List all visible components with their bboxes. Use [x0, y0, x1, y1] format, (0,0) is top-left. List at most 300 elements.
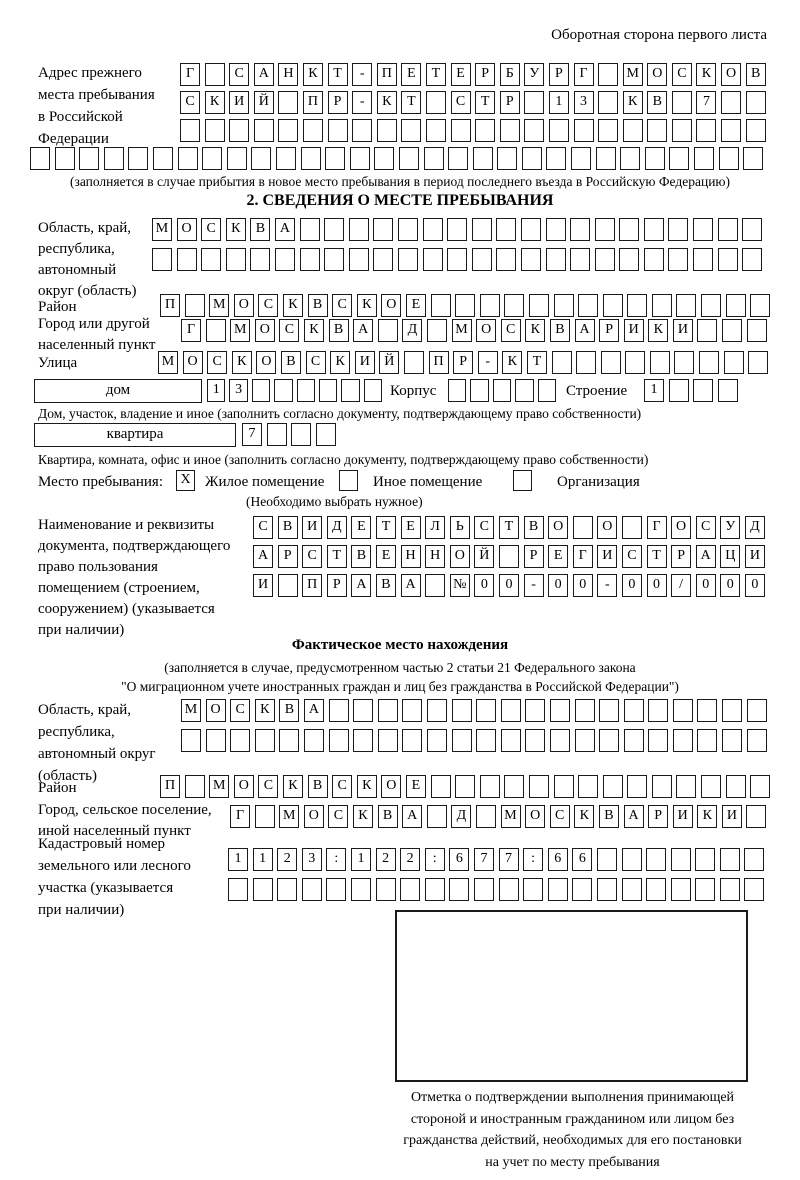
- char-cell[interactable]: О: [256, 351, 276, 374]
- char-cell[interactable]: -: [352, 91, 372, 114]
- char-cell[interactable]: [742, 248, 762, 271]
- char-cell[interactable]: Г: [180, 63, 200, 86]
- char-cell[interactable]: П: [377, 63, 397, 86]
- char-cell[interactable]: К: [232, 351, 252, 374]
- char-cell[interactable]: 0: [474, 574, 494, 597]
- char-cell[interactable]: [746, 805, 766, 828]
- char-cell[interactable]: И: [624, 319, 644, 342]
- char-cell[interactable]: [228, 878, 248, 901]
- char-cell[interactable]: 1: [549, 91, 569, 114]
- char-cell[interactable]: А: [696, 545, 716, 568]
- char-cell[interactable]: [595, 218, 615, 241]
- stroenie-cells[interactable]: [644, 379, 738, 402]
- char-cell[interactable]: 0: [573, 574, 593, 597]
- char-cell[interactable]: С: [201, 218, 221, 241]
- char-cell[interactable]: О: [721, 63, 741, 86]
- char-cell[interactable]: [525, 729, 545, 752]
- char-cell[interactable]: П: [429, 351, 449, 374]
- char-cell[interactable]: [276, 147, 296, 170]
- char-cell[interactable]: О: [476, 319, 496, 342]
- char-cell[interactable]: В: [376, 574, 396, 597]
- char-cell[interactable]: Р: [549, 63, 569, 86]
- char-cell[interactable]: О: [381, 775, 401, 798]
- char-cell[interactable]: Н: [425, 545, 445, 568]
- char-cell[interactable]: [329, 729, 349, 752]
- char-cell[interactable]: А: [253, 545, 273, 568]
- char-cell[interactable]: У: [720, 516, 740, 539]
- char-cell[interactable]: Т: [647, 545, 667, 568]
- char-cell[interactable]: С: [258, 775, 278, 798]
- char-cell[interactable]: [128, 147, 148, 170]
- char-cell[interactable]: 0: [622, 574, 642, 597]
- char-cell[interactable]: [201, 248, 221, 271]
- char-cell[interactable]: О: [177, 218, 197, 241]
- char-cell[interactable]: [697, 319, 717, 342]
- char-cell[interactable]: [578, 294, 598, 317]
- char-cell[interactable]: [472, 248, 492, 271]
- char-cell[interactable]: 0: [647, 574, 667, 597]
- street-row[interactable]: [158, 351, 768, 374]
- char-cell[interactable]: С: [332, 775, 352, 798]
- char-cell[interactable]: [722, 319, 742, 342]
- char-cell[interactable]: [648, 729, 668, 752]
- char-cell[interactable]: [400, 878, 420, 901]
- char-cell[interactable]: [525, 699, 545, 722]
- char-cell[interactable]: [748, 351, 768, 374]
- char-cell[interactable]: К: [357, 775, 377, 798]
- char-cell[interactable]: [672, 119, 692, 142]
- char-cell[interactable]: Л: [425, 516, 445, 539]
- char-cell[interactable]: О: [255, 319, 275, 342]
- char-cell[interactable]: 1: [351, 848, 371, 871]
- char-cell[interactable]: [374, 147, 394, 170]
- char-cell[interactable]: Т: [376, 516, 396, 539]
- stay-option-residential-checkbox[interactable]: X: [176, 470, 195, 491]
- char-cell[interactable]: [570, 218, 590, 241]
- char-cell[interactable]: [578, 775, 598, 798]
- char-cell[interactable]: [301, 147, 321, 170]
- char-cell[interactable]: [476, 699, 496, 722]
- char-cell[interactable]: [672, 91, 692, 114]
- char-cell[interactable]: [451, 119, 471, 142]
- char-cell[interactable]: [726, 775, 746, 798]
- char-cell[interactable]: [619, 248, 639, 271]
- char-cell[interactable]: [750, 775, 770, 798]
- char-cell[interactable]: [599, 699, 619, 722]
- char-cell[interactable]: [153, 147, 173, 170]
- char-cell[interactable]: [721, 91, 741, 114]
- apartment-box[interactable]: квартира: [34, 423, 236, 447]
- char-cell[interactable]: [552, 351, 572, 374]
- char-cell[interactable]: [669, 147, 689, 170]
- char-cell[interactable]: Р: [500, 91, 520, 114]
- char-cell[interactable]: Е: [406, 294, 426, 317]
- char-cell[interactable]: К: [303, 63, 323, 86]
- char-cell[interactable]: Т: [527, 351, 547, 374]
- actual-district-row[interactable]: [160, 775, 770, 798]
- char-cell[interactable]: М: [279, 805, 299, 828]
- char-cell[interactable]: [325, 147, 345, 170]
- char-cell[interactable]: М: [623, 63, 643, 86]
- char-cell[interactable]: А: [402, 805, 422, 828]
- char-cell[interactable]: [373, 248, 393, 271]
- char-cell[interactable]: [452, 729, 472, 752]
- char-cell[interactable]: [303, 119, 323, 142]
- char-cell[interactable]: [278, 119, 298, 142]
- char-cell[interactable]: И: [229, 91, 249, 114]
- char-cell[interactable]: 1: [228, 848, 248, 871]
- char-cell[interactable]: [267, 423, 287, 446]
- char-cell[interactable]: [497, 147, 517, 170]
- char-cell[interactable]: 6: [572, 848, 592, 871]
- char-cell[interactable]: О: [548, 516, 568, 539]
- char-cell[interactable]: [652, 294, 672, 317]
- char-cell[interactable]: Н: [401, 545, 421, 568]
- char-cell[interactable]: [493, 379, 511, 402]
- char-cell[interactable]: С: [306, 351, 326, 374]
- region-row-1[interactable]: [152, 218, 762, 241]
- char-cell[interactable]: К: [623, 91, 643, 114]
- char-cell[interactable]: В: [278, 516, 298, 539]
- char-cell[interactable]: [646, 848, 666, 871]
- char-cell[interactable]: Г: [181, 319, 201, 342]
- char-cell[interactable]: С: [180, 91, 200, 114]
- char-cell[interactable]: К: [502, 351, 522, 374]
- char-cell[interactable]: Т: [328, 63, 348, 86]
- char-cell[interactable]: [378, 699, 398, 722]
- char-cell[interactable]: В: [378, 805, 398, 828]
- char-cell[interactable]: Д: [402, 319, 422, 342]
- char-cell[interactable]: 3: [229, 379, 247, 402]
- char-cell[interactable]: [302, 878, 322, 901]
- char-cell[interactable]: [472, 218, 492, 241]
- char-cell[interactable]: [350, 147, 370, 170]
- char-cell[interactable]: [447, 218, 467, 241]
- cadastral-row-2[interactable]: [228, 878, 764, 901]
- char-cell[interactable]: [252, 379, 270, 402]
- char-cell[interactable]: 2: [376, 848, 396, 871]
- char-cell[interactable]: [480, 294, 500, 317]
- char-cell[interactable]: [595, 248, 615, 271]
- char-cell[interactable]: Т: [426, 63, 446, 86]
- char-cell[interactable]: С: [696, 516, 716, 539]
- char-cell[interactable]: Ц: [720, 545, 740, 568]
- char-cell[interactable]: [448, 379, 466, 402]
- char-cell[interactable]: [674, 351, 694, 374]
- char-cell[interactable]: [601, 351, 621, 374]
- char-cell[interactable]: К: [330, 351, 350, 374]
- char-cell[interactable]: [647, 119, 667, 142]
- char-cell[interactable]: В: [746, 63, 766, 86]
- char-cell[interactable]: [473, 147, 493, 170]
- char-cell[interactable]: [402, 729, 422, 752]
- char-cell[interactable]: [202, 147, 222, 170]
- char-cell[interactable]: [177, 248, 197, 271]
- char-cell[interactable]: И: [253, 574, 273, 597]
- char-cell[interactable]: О: [450, 545, 470, 568]
- char-cell[interactable]: [448, 147, 468, 170]
- char-cell[interactable]: [401, 119, 421, 142]
- char-cell[interactable]: [329, 699, 349, 722]
- char-cell[interactable]: А: [624, 805, 644, 828]
- char-cell[interactable]: 6: [449, 848, 469, 871]
- char-cell[interactable]: Р: [524, 545, 544, 568]
- char-cell[interactable]: [426, 91, 446, 114]
- char-cell[interactable]: М: [452, 319, 472, 342]
- char-cell[interactable]: [251, 147, 271, 170]
- char-cell[interactable]: [30, 147, 50, 170]
- char-cell[interactable]: [402, 699, 422, 722]
- char-cell[interactable]: :: [523, 848, 543, 871]
- char-cell[interactable]: [598, 91, 618, 114]
- char-cell[interactable]: [279, 729, 299, 752]
- char-cell[interactable]: [300, 248, 320, 271]
- char-cell[interactable]: [353, 699, 373, 722]
- char-cell[interactable]: В: [308, 294, 328, 317]
- char-cell[interactable]: [373, 218, 393, 241]
- char-cell[interactable]: Д: [451, 805, 471, 828]
- char-cell[interactable]: Р: [648, 805, 668, 828]
- char-cell[interactable]: 0: [499, 574, 519, 597]
- char-cell[interactable]: М: [158, 351, 178, 374]
- char-cell[interactable]: 1: [644, 379, 664, 402]
- char-cell[interactable]: И: [597, 545, 617, 568]
- actual-region-row-1[interactable]: [181, 699, 767, 722]
- char-cell[interactable]: К: [283, 294, 303, 317]
- char-cell[interactable]: [598, 63, 618, 86]
- char-cell[interactable]: [474, 878, 494, 901]
- char-cell[interactable]: [104, 147, 124, 170]
- char-cell[interactable]: [750, 294, 770, 317]
- korpus-cells[interactable]: [448, 379, 556, 402]
- char-cell[interactable]: [693, 218, 713, 241]
- char-cell[interactable]: К: [353, 805, 373, 828]
- char-cell[interactable]: [455, 294, 475, 317]
- char-cell[interactable]: В: [647, 91, 667, 114]
- char-cell[interactable]: [181, 729, 201, 752]
- char-cell[interactable]: С: [474, 516, 494, 539]
- region-row-2[interactable]: [152, 248, 762, 271]
- char-cell[interactable]: Р: [453, 351, 473, 374]
- char-cell[interactable]: С: [550, 805, 570, 828]
- char-cell[interactable]: [274, 379, 292, 402]
- char-cell[interactable]: [718, 379, 738, 402]
- char-cell[interactable]: [697, 729, 717, 752]
- char-cell[interactable]: [722, 699, 742, 722]
- char-cell[interactable]: [701, 294, 721, 317]
- char-cell[interactable]: [550, 699, 570, 722]
- char-cell[interactable]: О: [671, 516, 691, 539]
- char-cell[interactable]: Е: [451, 63, 471, 86]
- char-cell[interactable]: [671, 848, 691, 871]
- char-cell[interactable]: [364, 379, 382, 402]
- char-cell[interactable]: Т: [499, 516, 519, 539]
- char-cell[interactable]: [205, 119, 225, 142]
- char-cell[interactable]: [627, 294, 647, 317]
- char-cell[interactable]: Р: [599, 319, 619, 342]
- char-cell[interactable]: К: [283, 775, 303, 798]
- char-cell[interactable]: Ь: [450, 516, 470, 539]
- char-cell[interactable]: [353, 729, 373, 752]
- char-cell[interactable]: Е: [401, 63, 421, 86]
- char-cell[interactable]: М: [181, 699, 201, 722]
- char-cell[interactable]: [427, 805, 447, 828]
- char-cell[interactable]: М: [209, 294, 229, 317]
- char-cell[interactable]: О: [381, 294, 401, 317]
- char-cell[interactable]: [625, 351, 645, 374]
- char-cell[interactable]: М: [152, 218, 172, 241]
- char-cell[interactable]: [427, 729, 447, 752]
- char-cell[interactable]: Р: [327, 574, 347, 597]
- char-cell[interactable]: [277, 878, 297, 901]
- char-cell[interactable]: [55, 147, 75, 170]
- char-cell[interactable]: [747, 699, 767, 722]
- char-cell[interactable]: [726, 294, 746, 317]
- char-cell[interactable]: Р: [671, 545, 691, 568]
- char-cell[interactable]: [721, 119, 741, 142]
- char-cell[interactable]: П: [303, 91, 323, 114]
- char-cell[interactable]: В: [550, 319, 570, 342]
- char-cell[interactable]: [671, 878, 691, 901]
- char-cell[interactable]: [449, 878, 469, 901]
- char-cell[interactable]: [668, 248, 688, 271]
- char-cell[interactable]: Т: [401, 91, 421, 114]
- char-cell[interactable]: 3: [302, 848, 322, 871]
- char-cell[interactable]: [499, 878, 519, 901]
- char-cell[interactable]: [452, 699, 472, 722]
- char-cell[interactable]: [206, 729, 226, 752]
- char-cell[interactable]: [229, 119, 249, 142]
- char-cell[interactable]: [278, 91, 298, 114]
- char-cell[interactable]: П: [160, 775, 180, 798]
- stay-option-other-checkbox[interactable]: [339, 470, 358, 491]
- char-cell[interactable]: [398, 248, 418, 271]
- char-cell[interactable]: А: [254, 63, 274, 86]
- char-cell[interactable]: О: [206, 699, 226, 722]
- actual-city-row[interactable]: [230, 805, 766, 828]
- char-cell[interactable]: [398, 218, 418, 241]
- char-cell[interactable]: [226, 248, 246, 271]
- actual-region-row-2[interactable]: [181, 729, 767, 752]
- char-cell[interactable]: [623, 119, 643, 142]
- char-cell[interactable]: [349, 248, 369, 271]
- char-cell[interactable]: [554, 294, 574, 317]
- char-cell[interactable]: [571, 147, 591, 170]
- char-cell[interactable]: №: [450, 574, 470, 597]
- char-cell[interactable]: [180, 119, 200, 142]
- char-cell[interactable]: [622, 878, 642, 901]
- char-cell[interactable]: [521, 248, 541, 271]
- char-cell[interactable]: [650, 351, 670, 374]
- char-cell[interactable]: 6: [548, 848, 568, 871]
- char-cell[interactable]: [720, 878, 740, 901]
- char-cell[interactable]: [377, 119, 397, 142]
- char-cell[interactable]: [693, 248, 713, 271]
- char-cell[interactable]: К: [226, 218, 246, 241]
- char-cell[interactable]: [697, 699, 717, 722]
- char-cell[interactable]: [424, 147, 444, 170]
- char-cell[interactable]: [515, 379, 533, 402]
- char-cell[interactable]: Е: [548, 545, 568, 568]
- char-cell[interactable]: [673, 729, 693, 752]
- char-cell[interactable]: [676, 294, 696, 317]
- char-cell[interactable]: [185, 294, 205, 317]
- char-cell[interactable]: И: [673, 319, 693, 342]
- char-cell[interactable]: [431, 294, 451, 317]
- char-cell[interactable]: [328, 119, 348, 142]
- char-cell[interactable]: 2: [277, 848, 297, 871]
- char-cell[interactable]: [695, 878, 715, 901]
- char-cell[interactable]: [501, 699, 521, 722]
- char-cell[interactable]: Г: [230, 805, 250, 828]
- char-cell[interactable]: Г: [573, 545, 593, 568]
- char-cell[interactable]: [254, 119, 274, 142]
- char-cell[interactable]: [695, 848, 715, 871]
- char-cell[interactable]: К: [205, 91, 225, 114]
- char-cell[interactable]: К: [648, 319, 668, 342]
- char-cell[interactable]: 0: [696, 574, 716, 597]
- char-cell[interactable]: [496, 218, 516, 241]
- char-cell[interactable]: [546, 218, 566, 241]
- char-cell[interactable]: К: [304, 319, 324, 342]
- char-cell[interactable]: [744, 848, 764, 871]
- char-cell[interactable]: К: [255, 699, 275, 722]
- char-cell[interactable]: С: [258, 294, 278, 317]
- char-cell[interactable]: С: [672, 63, 692, 86]
- char-cell[interactable]: [598, 119, 618, 142]
- char-cell[interactable]: [576, 351, 596, 374]
- char-cell[interactable]: [504, 775, 524, 798]
- char-cell[interactable]: О: [597, 516, 617, 539]
- char-cell[interactable]: О: [304, 805, 324, 828]
- char-cell[interactable]: [230, 729, 250, 752]
- char-cell[interactable]: [253, 878, 273, 901]
- char-cell[interactable]: [425, 574, 445, 597]
- char-cell[interactable]: [404, 351, 424, 374]
- char-cell[interactable]: К: [697, 805, 717, 828]
- char-cell[interactable]: [378, 319, 398, 342]
- char-cell[interactable]: [673, 699, 693, 722]
- char-cell[interactable]: [624, 699, 644, 722]
- char-cell[interactable]: О: [183, 351, 203, 374]
- char-cell[interactable]: [185, 775, 205, 798]
- char-cell[interactable]: [206, 319, 226, 342]
- char-cell[interactable]: К: [696, 63, 716, 86]
- char-cell[interactable]: [546, 248, 566, 271]
- char-cell[interactable]: [694, 147, 714, 170]
- char-cell[interactable]: [476, 805, 496, 828]
- char-cell[interactable]: С: [328, 805, 348, 828]
- char-cell[interactable]: П: [302, 574, 322, 597]
- char-cell[interactable]: 0: [720, 574, 740, 597]
- char-cell[interactable]: А: [401, 574, 421, 597]
- char-cell[interactable]: [522, 147, 542, 170]
- char-cell[interactable]: 2: [400, 848, 420, 871]
- char-cell[interactable]: [722, 729, 742, 752]
- char-cell[interactable]: [620, 147, 640, 170]
- char-cell[interactable]: [316, 423, 336, 446]
- char-cell[interactable]: 3: [574, 91, 594, 114]
- char-cell[interactable]: В: [599, 805, 619, 828]
- char-cell[interactable]: [668, 218, 688, 241]
- char-cell[interactable]: [352, 119, 372, 142]
- char-cell[interactable]: [152, 248, 172, 271]
- char-cell[interactable]: [743, 147, 763, 170]
- char-cell[interactable]: [250, 248, 270, 271]
- char-cell[interactable]: Й: [379, 351, 399, 374]
- char-cell[interactable]: [291, 423, 311, 446]
- char-cell[interactable]: Т: [475, 91, 495, 114]
